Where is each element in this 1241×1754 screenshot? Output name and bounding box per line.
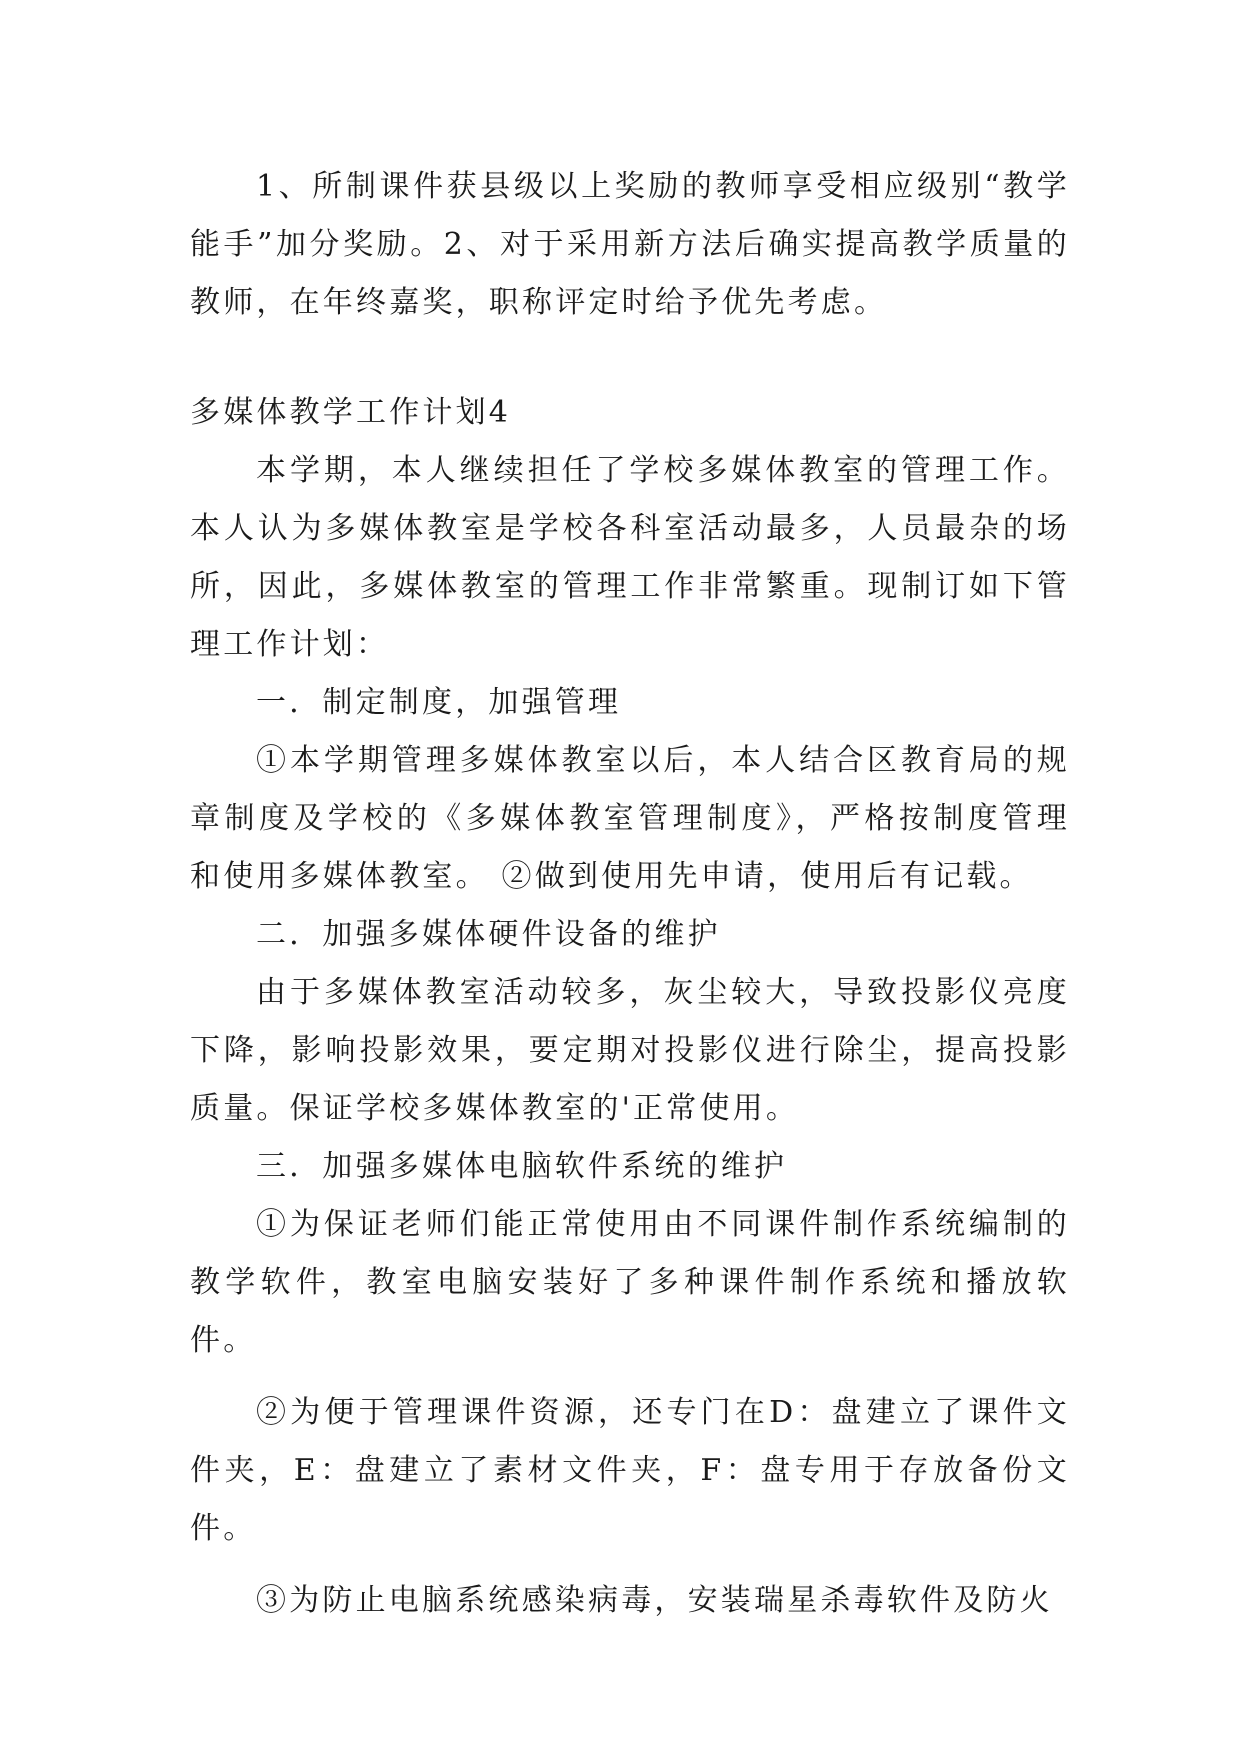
paragraph-software-point-1: ①为保证老师们能正常使用由不同课件制作系统编制的教学软件，教室电脑安装好了多种课件制作系统和播放软件。 — [190, 1207, 1070, 1358]
paragraph-hardware-details: 由于多媒体教室活动较多，灰尘较大，导致投影仪亮度下降，影响投影效果，要定期对投影仪进行除尘，提高投影质量。保证学校多媒体教室的'正常使用。 — [190, 975, 1070, 1126]
heading-establish-system: 一．制定制度，加强管理 — [256, 685, 622, 720]
document-body — [190, 158, 1070, 1630]
paragraph-intro: 本学期，本人继续担任了学校多媒体教室的管理工作。本人认为多媒体教室是学校各科室活动最多，人员最杂的场所，因此，多媒体教室的管理工作非常繁重。现制订如下管理工作计划： — [190, 453, 1070, 662]
heading-software-maintenance: 三．加强多媒体电脑软件系统的维护 — [256, 1149, 788, 1184]
intro-paragraph: 1、所制课件获县级以上奖励的教师享受相应级别“教学能手”加分奖励。2、对于采用新方法后确实提高教学质量的教师，在年终嘉奖，职称评定时给予优先考虑。 — [190, 169, 1070, 320]
paragraph-software-point-3: ③为防止电脑系统感染病毒，安装瑞星杀毒软件及防火 — [256, 1583, 1053, 1618]
paragraph-system-details: ①本学期管理多媒体教室以后，本人结合区教育局的规章制度及学校的《多媒体教室管理制度》，严格按制度管理和使用多媒体教室。 ②做到使用先申请，使用后有记载。 — [190, 743, 1070, 894]
heading-hardware-maintenance: 二．加强多媒体硬件设备的维护 — [256, 917, 721, 952]
paragraph-software-point-2: ②为便于管理课件资源，还专门在D：盘建立了课件文件夹，E：盘建立了素材文件夹，F：盘专用于存放备份文件。 — [190, 1395, 1070, 1546]
section-title: 多媒体教学工作计划4 — [190, 395, 512, 430]
